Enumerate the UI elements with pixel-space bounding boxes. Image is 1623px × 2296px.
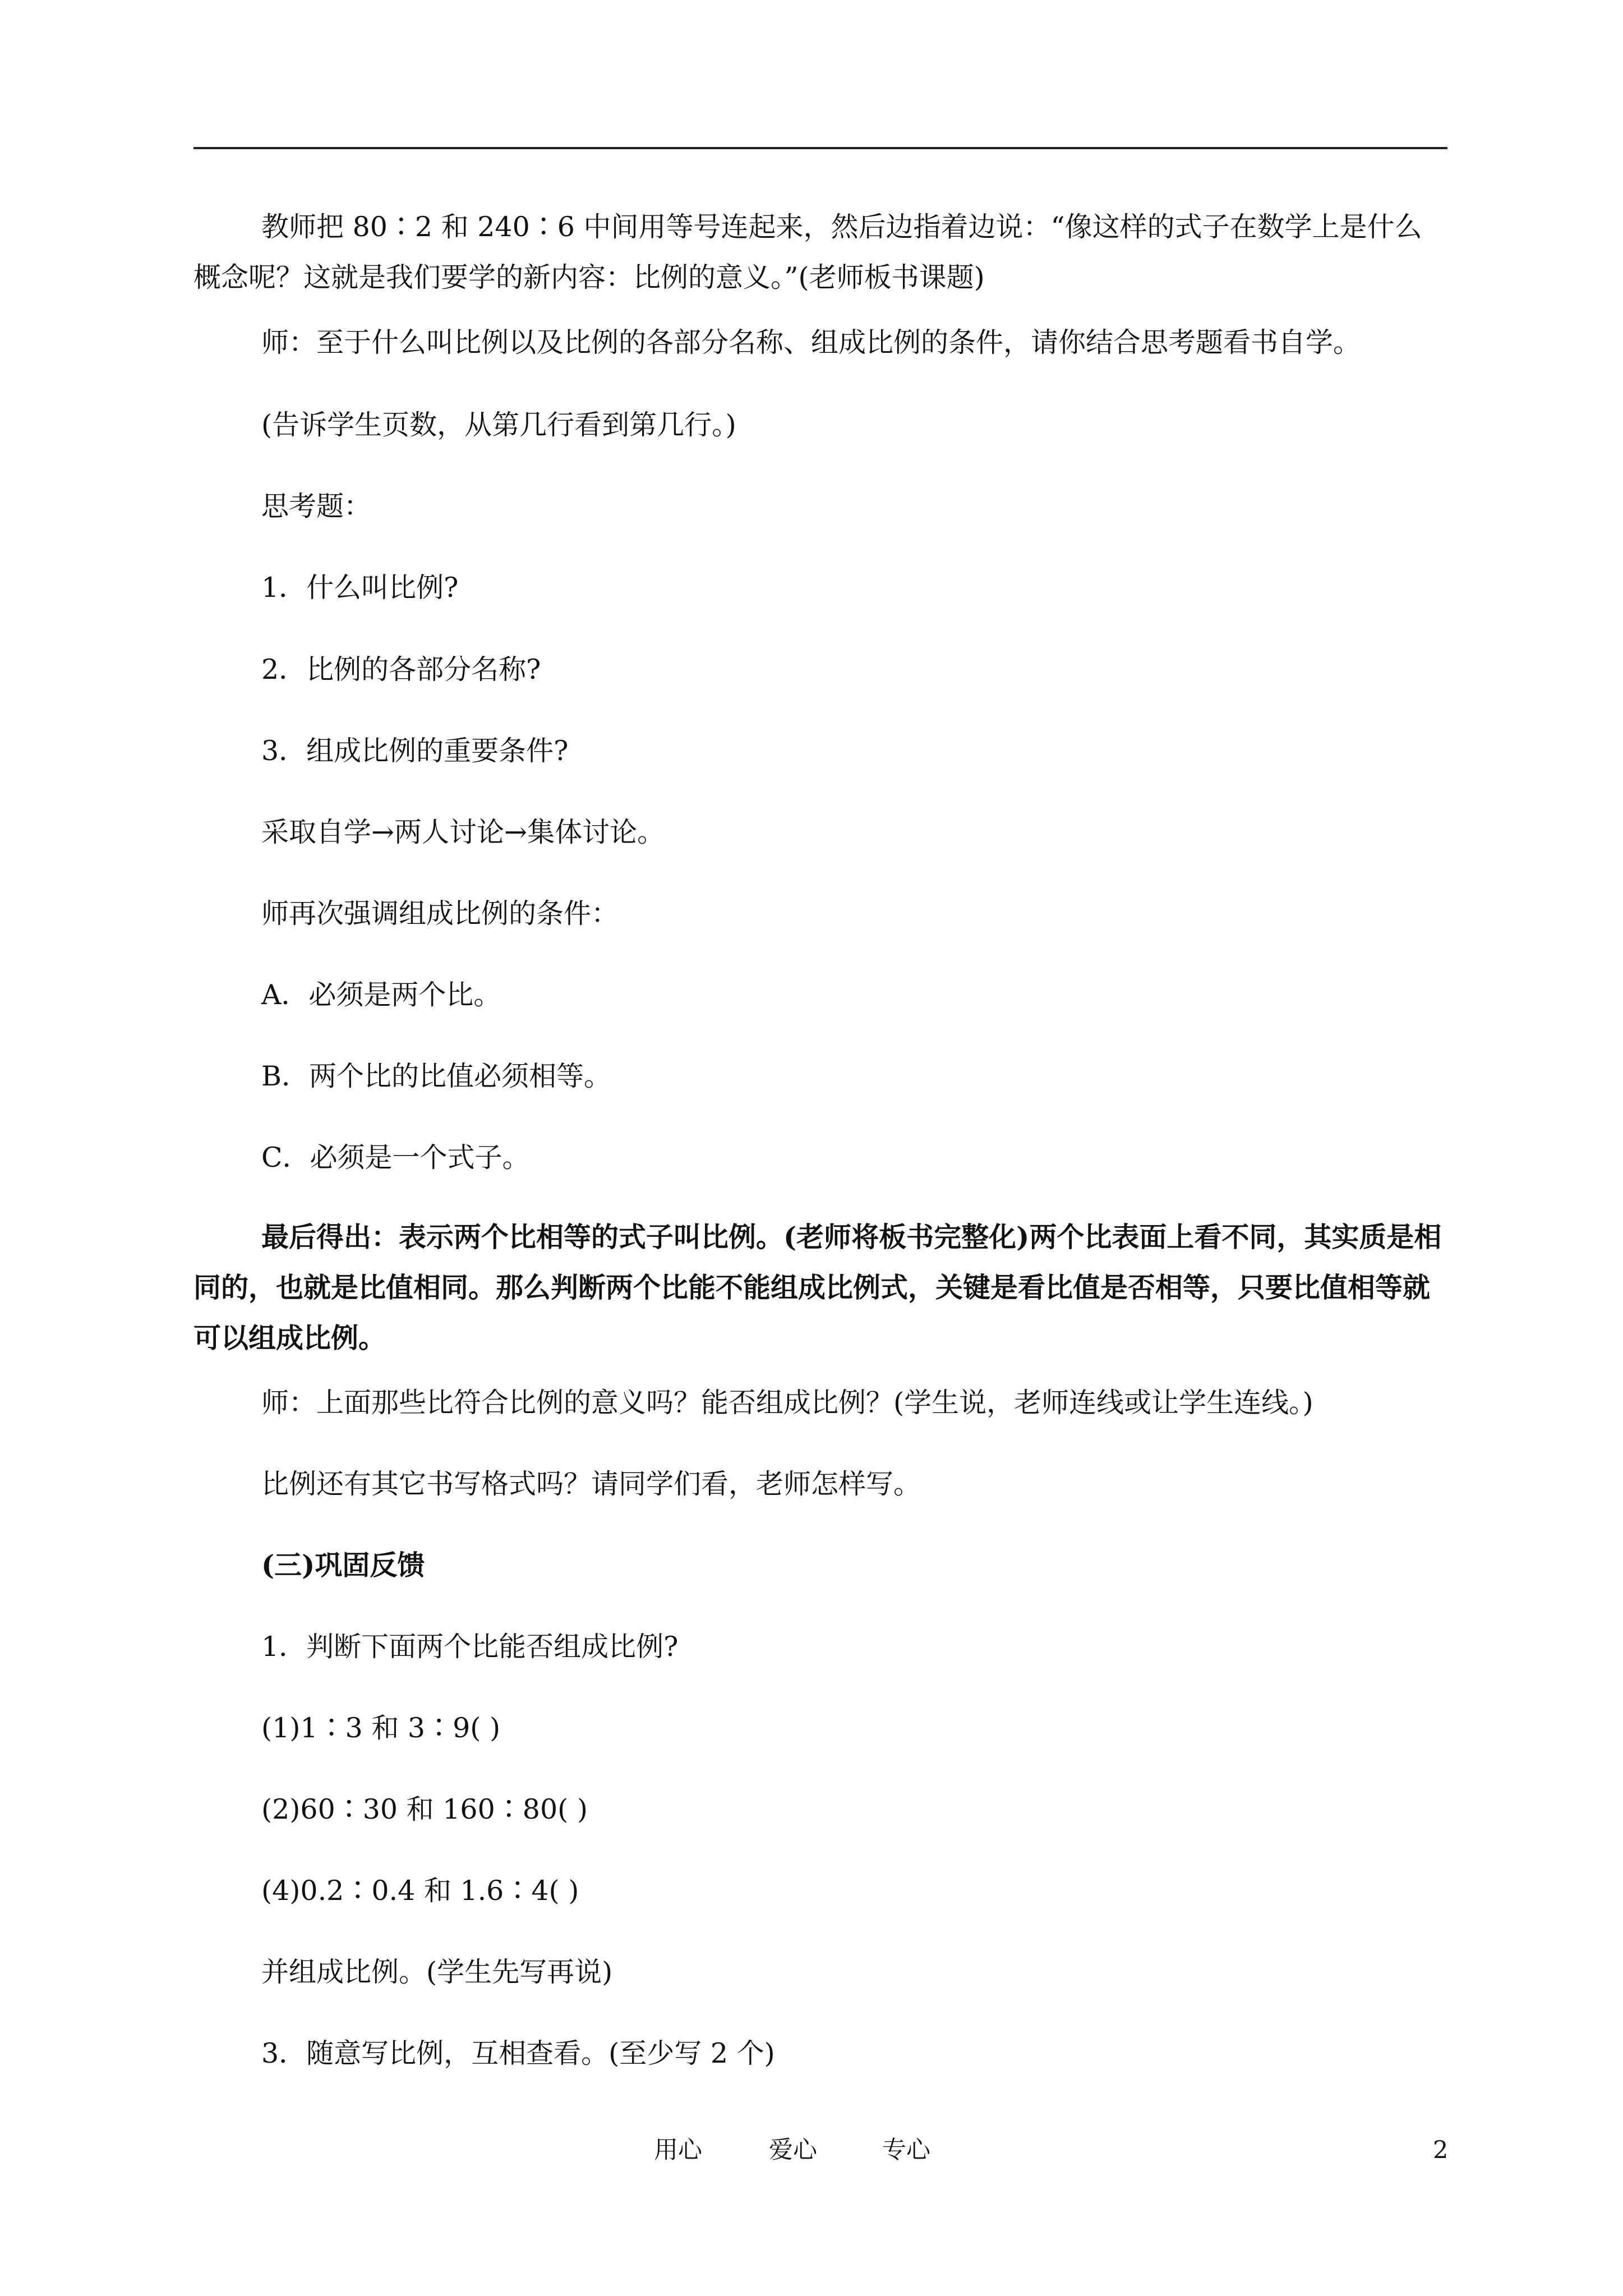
footer-motto-1: 用心 [654,2136,702,2164]
paragraph-process: 采取自学→两人讨论→集体讨论。 [261,816,665,848]
condition-item-c: C．必须是一个式子。 [261,1142,530,1174]
page-number: 2 [1433,2136,1449,2164]
condition-item-b: B．两个比的比值必须相等。 [261,1060,612,1092]
condition-item-a: A．必须是两个比。 [261,979,501,1011]
paragraph-teacher-question: 师：上面那些比符合比例的意义吗？能否组成比例？(学生说，老师连线或让学生连线。) [261,1387,1313,1419]
paragraph-conclusion [193,1212,1447,1363]
header-rule [193,147,1447,149]
footer-motto-3: 专心 [882,2136,930,2164]
question-item-1: 1．什么叫比例? [261,572,459,604]
exercise-item-1: 1．判断下面两个比能否组成比例? [261,1631,679,1663]
footer-motto-2: 爱心 [769,2136,817,2164]
section-heading: (三)巩固反馈 [261,1549,425,1581]
paragraph-compose-note: 并组成比例。(学生先写再说) [261,1956,613,1988]
paragraph-text: 最后得出：表示两个比相等的式子叫比例。(老师将板书完整化)两个比表面上看不同，其实质是相同的，也就是比值相同。那么判断两个比能不能组成比例式，关键是看比值是否相等，只要比值相等就可以组成比例。 [193,1221,1442,1354]
exercise-sub-2: (2)60∶30 和 160∶80( ) [261,1793,588,1825]
paragraph-text: 教师把 80∶2 和 240∶6 中间用等号连起来，然后边指着边说：“像这样的式子在数学上是什么概念呢？这就是我们要学的新内容：比例的意义。”(老师板书课题) [193,211,1422,293]
paragraph-teacher-instruction: 师：至于什么叫比例以及比例的各部分名称、组成比例的条件，请你结合思考题看书自学。 [261,326,1361,358]
exercise-sub-4: (4)0.2∶0.4 和 1.6∶4( ) [261,1875,579,1907]
exercise-sub-1: (1)1∶3 和 3∶9( ) [261,1712,501,1744]
question-item-3: 3．组成比例的重要条件? [261,735,569,767]
paragraph-intro [193,202,1447,303]
paragraph-format-note: 比例还有其它书写格式吗？请同学们看，老师怎样写。 [261,1468,921,1500]
question-item-2: 2．比例的各部分名称? [261,654,541,685]
paragraph-questions-heading: 思考题： [261,490,372,522]
paragraph-page-note: (告诉学生页数，从第几行看到第几行。) [261,409,736,441]
paragraph-conditions-heading: 师再次强调组成比例的条件： [261,898,619,930]
exercise-item-3: 3．随意写比例，互相查看。(至少写 2 个) [261,2037,775,2069]
